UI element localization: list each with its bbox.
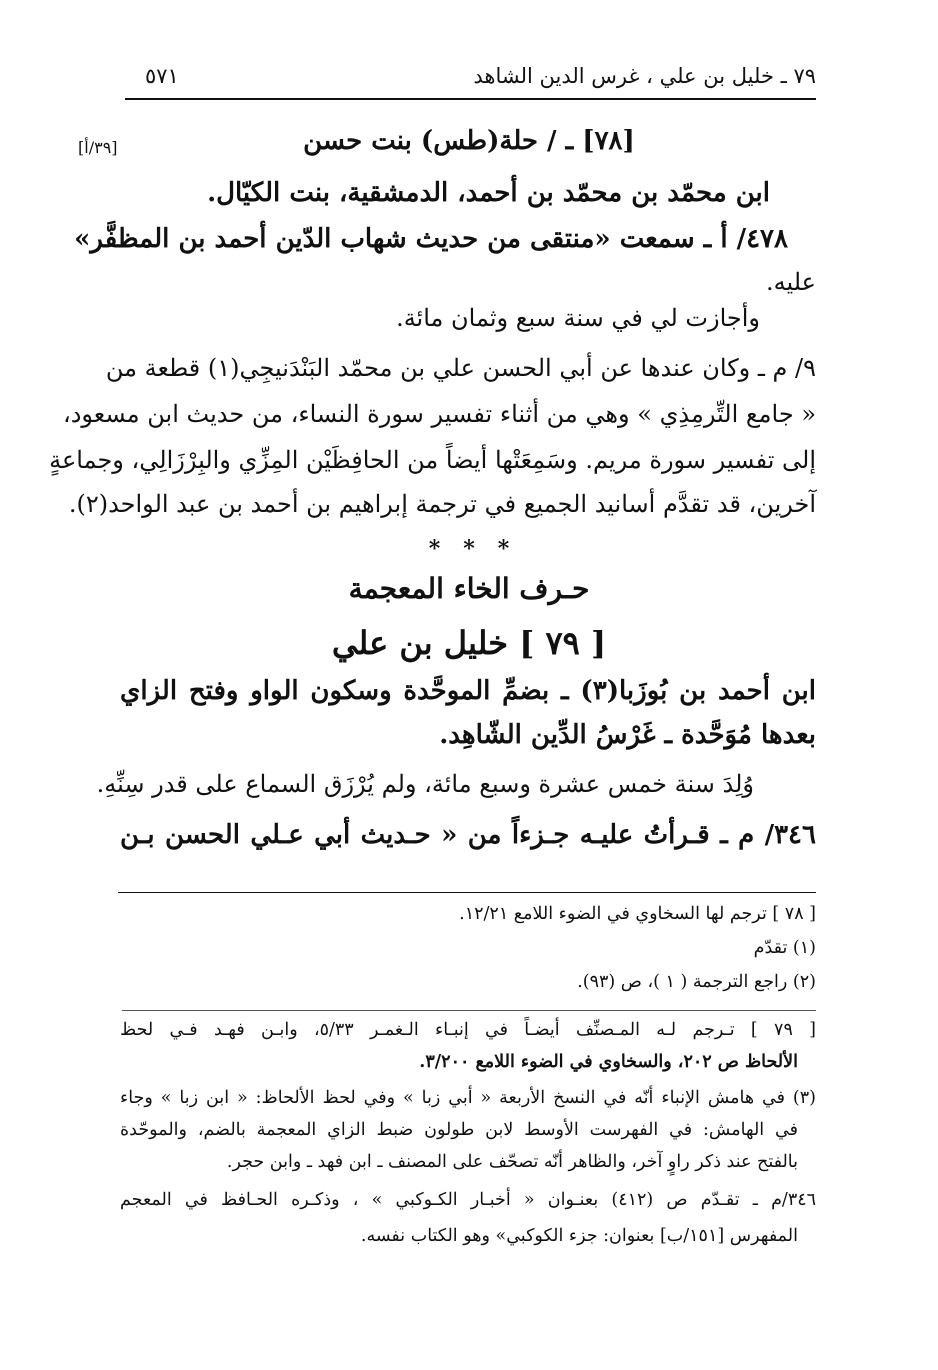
entry-78-lineage: ابن محمّد بن محمّد بن أحمد، الدمشقية، بنت الكيّال.: [207, 178, 770, 208]
margin-reference: [٣٩/أ]: [78, 138, 118, 157]
footnote-2: (٢) راجع الترجمة ( ١ )، ص (٩٣).: [577, 972, 816, 992]
item-9-line4: آخرين، قد تقدَّم أسانيد الجميع في ترجمة إبراهيم بن أحمد بن عبد الواحد(٢).: [68, 490, 816, 518]
footnote-79-line1: [ ٧٩ ] تـرجم لـه المـصنِّف أيضـاً في إنبـاء الـغمـر ٥/٣٣، وابـن فهـد فـي لحظ: [120, 1020, 817, 1040]
footnote-3-line1: (٣) في هامش الإنباء أنّه في النسخ الأربعة « أبي زبا » وفي لحظ الألحاظ: « ابن زبا » وجاء: [120, 1088, 816, 1108]
footnote-3-line2: في الهامش: في الفهرست الأوسط لابن طولون ضبط الزاي المعجمة بالضم، والموحّدة: [120, 1120, 798, 1140]
header-rule: [125, 98, 816, 100]
footnote-1: (١) تقدّم: [753, 938, 816, 958]
footnote-346-line2: المفهرس [١٥١/ب] بعنوان: جزء الكوكبي» وهو الكتاب نفسه.: [360, 1226, 798, 1246]
section-title: حـرف الخاء المعجمة: [348, 572, 590, 605]
footnote-79-line2: الألحاظ ص ٢٠٢، والسخاوي في الضوء اللامع ٣/٢٠٠.: [419, 1052, 798, 1072]
running-header-title: ٧٩ ـ خليل بن علي ، غرس الدين الشاهد: [473, 64, 816, 88]
footnote-group-divider: [122, 1010, 816, 1011]
entry-78-permission: وأجازت لي في سنة سبع وثمان مائة.: [396, 304, 760, 332]
item-346: ٣٤٦/ م ـ قـرأتُ عليـه جـزءاً من « حـديث أبي عـلي الحسن بـن: [120, 820, 816, 850]
footnote-78-main: [ ٧٨ ] ترجم لها السخاوي في الضوء اللامع ١٢/٢١.: [459, 904, 816, 924]
item-9-line1: ٩/ م ـ وكان عندها عن أبي الحسن علي بن محمّد البَنْدَنيجِي(١) قطعة من: [105, 354, 816, 382]
entry-78-heading: [٧٨] ـ / حلة(طس) بنت حسن: [303, 126, 635, 156]
entry-79-heading: [ ٧٩ ] خليل بن علي: [331, 624, 607, 662]
footnote-rule: [118, 892, 816, 893]
entry-79-lineage-line1: ابن أحمد بن بُوزَبا(٣) ـ بضمِّ الموحَّدة وسكون الواو وفتح الزاي: [120, 676, 817, 706]
item-478-line2: عليه.: [765, 268, 816, 296]
entry-79-birth: وُلِدَ سنة خمس عشرة وسبع مائة، ولم يُرْزَق السماع على قدر سِنِّهِ.: [96, 770, 754, 798]
footnote-346-line1: ٣٤٦/م ـ تقـدّم ص (٤١٢) بعنـوان « أخبـار الكـوكبي » ، وذكـره الحـافظ في المعجم: [120, 1190, 817, 1210]
item-478-line1: ٤٧٨/ أ ـ سمعت «منتقى من حديث شهاب الدّين أحمد بن المظفَّر»: [74, 224, 788, 254]
item-9-line2: « جامع التِّرمِذِي » وهي من أثناء تفسير سورة النساء، من حديث ابن مسعود،: [62, 400, 816, 428]
entry-79-lineage-line2: بعدها مُوَحَّدة ـ غَرْسُ الدِّين الشّاهِد.: [439, 720, 816, 750]
running-header: [125, 62, 816, 100]
footnote-3-line3: بالفتح عند ذكر راوٍ آخر، والظاهر أنّه تصحّف على المصنف ـ ابن فهد ـ وابن حجر.: [226, 1152, 798, 1172]
page-number: ٥٧١: [145, 64, 179, 88]
item-9-line3: إلى تفسير سورة مريم. وسَمِعَتْها أيضاً من الحافِظَيْن المِزِّي والبِرْزَالِي، وجماعةٍ: [49, 446, 816, 474]
asterisk-separator: * * *: [428, 536, 510, 562]
